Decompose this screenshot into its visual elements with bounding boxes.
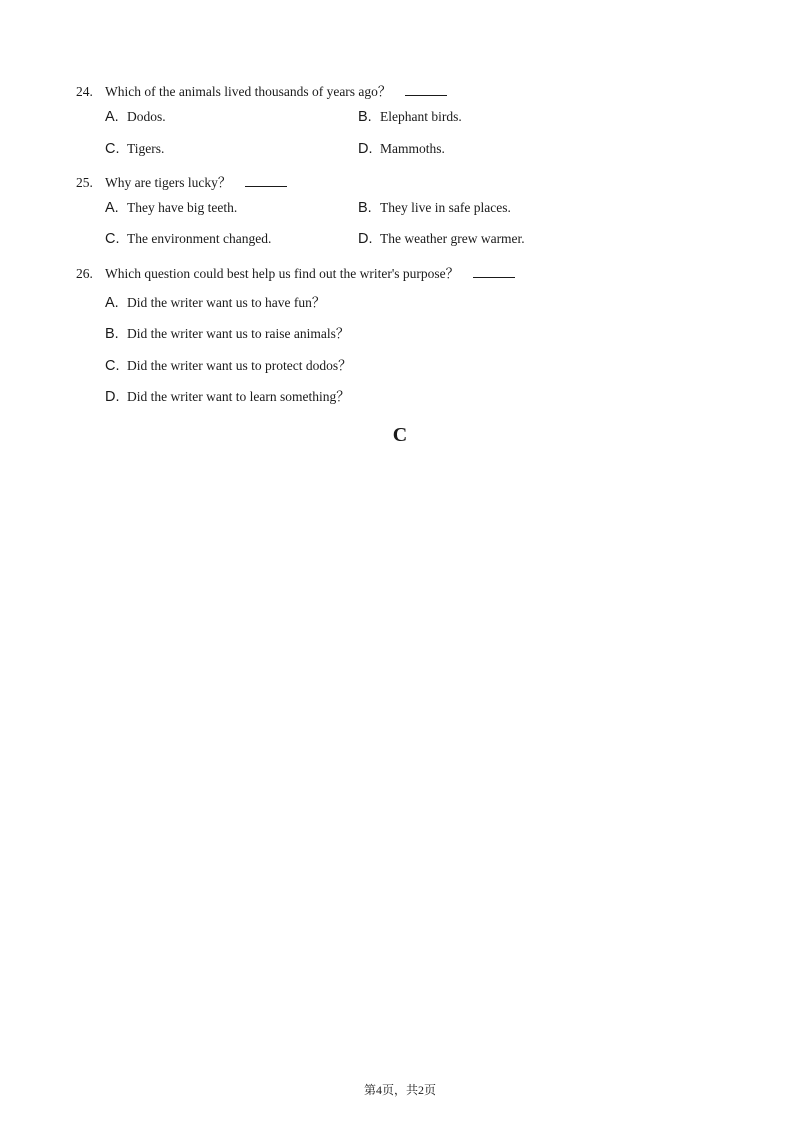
page-footer: 第4页，共2页 — [363, 1083, 436, 1097]
option-26-b[interactable] — [105, 322, 349, 342]
question-text: Which question could best help us find out the writer's purpose？ — [105, 266, 460, 281]
option-25-d[interactable] — [358, 231, 525, 247]
answer-blank[interactable] — [405, 85, 447, 96]
option-26-c[interactable] — [105, 354, 352, 374]
option-letter: B. — [358, 109, 372, 125]
option-letter: A. — [105, 200, 119, 216]
question-text: Why are tigers lucky？ — [105, 175, 232, 190]
option-24-d[interactable] — [358, 141, 445, 157]
question-number: 26. — [76, 266, 93, 281]
option-letter: B. — [105, 326, 119, 342]
option-text: The environment changed. — [127, 231, 272, 246]
option-text: Dodos. — [127, 109, 166, 124]
option-26-a[interactable] — [105, 291, 325, 311]
option-24-c[interactable] — [105, 141, 164, 157]
option-letter: A. — [105, 295, 119, 311]
option-text: The weather grew warmer. — [380, 231, 525, 246]
option-letter: C. — [105, 231, 120, 247]
question-26 — [76, 262, 515, 282]
option-letter: B. — [358, 200, 372, 216]
option-25-c[interactable] — [105, 231, 271, 247]
question-number: 25. — [76, 175, 93, 190]
option-text: Did the writer want to learn something？ — [127, 389, 350, 404]
question-25 — [76, 171, 287, 191]
option-letter: D. — [358, 141, 373, 157]
option-26-d[interactable] — [105, 385, 350, 405]
answer-blank[interactable] — [245, 176, 287, 187]
question-text: Which of the animals lived thousands of years ago？ — [105, 84, 392, 99]
section-heading: C — [392, 424, 408, 446]
option-letter: C. — [105, 141, 120, 157]
option-text: Did the writer want us to have fun？ — [127, 295, 326, 310]
option-text: Did the writer want us to raise animals？ — [127, 326, 350, 341]
option-text: They have big teeth. — [127, 200, 238, 215]
option-24-b[interactable] — [358, 109, 462, 125]
option-text: They live in safe places. — [380, 200, 511, 215]
question-24 — [76, 80, 447, 100]
answer-blank[interactable] — [473, 267, 515, 278]
question-number: 24. — [76, 84, 93, 99]
option-text: Did the writer want us to protect dodos？ — [127, 358, 352, 373]
option-letter: C. — [105, 358, 120, 374]
option-25-a[interactable] — [105, 200, 237, 216]
option-text: Tigers. — [127, 141, 165, 156]
option-text: Mammoths. — [380, 141, 445, 156]
option-text: Elephant birds. — [380, 109, 462, 124]
option-letter: D. — [358, 231, 373, 247]
option-25-b[interactable] — [358, 200, 511, 216]
option-letter: A. — [105, 109, 119, 125]
option-24-a[interactable] — [105, 109, 166, 125]
option-letter: D. — [105, 389, 120, 405]
